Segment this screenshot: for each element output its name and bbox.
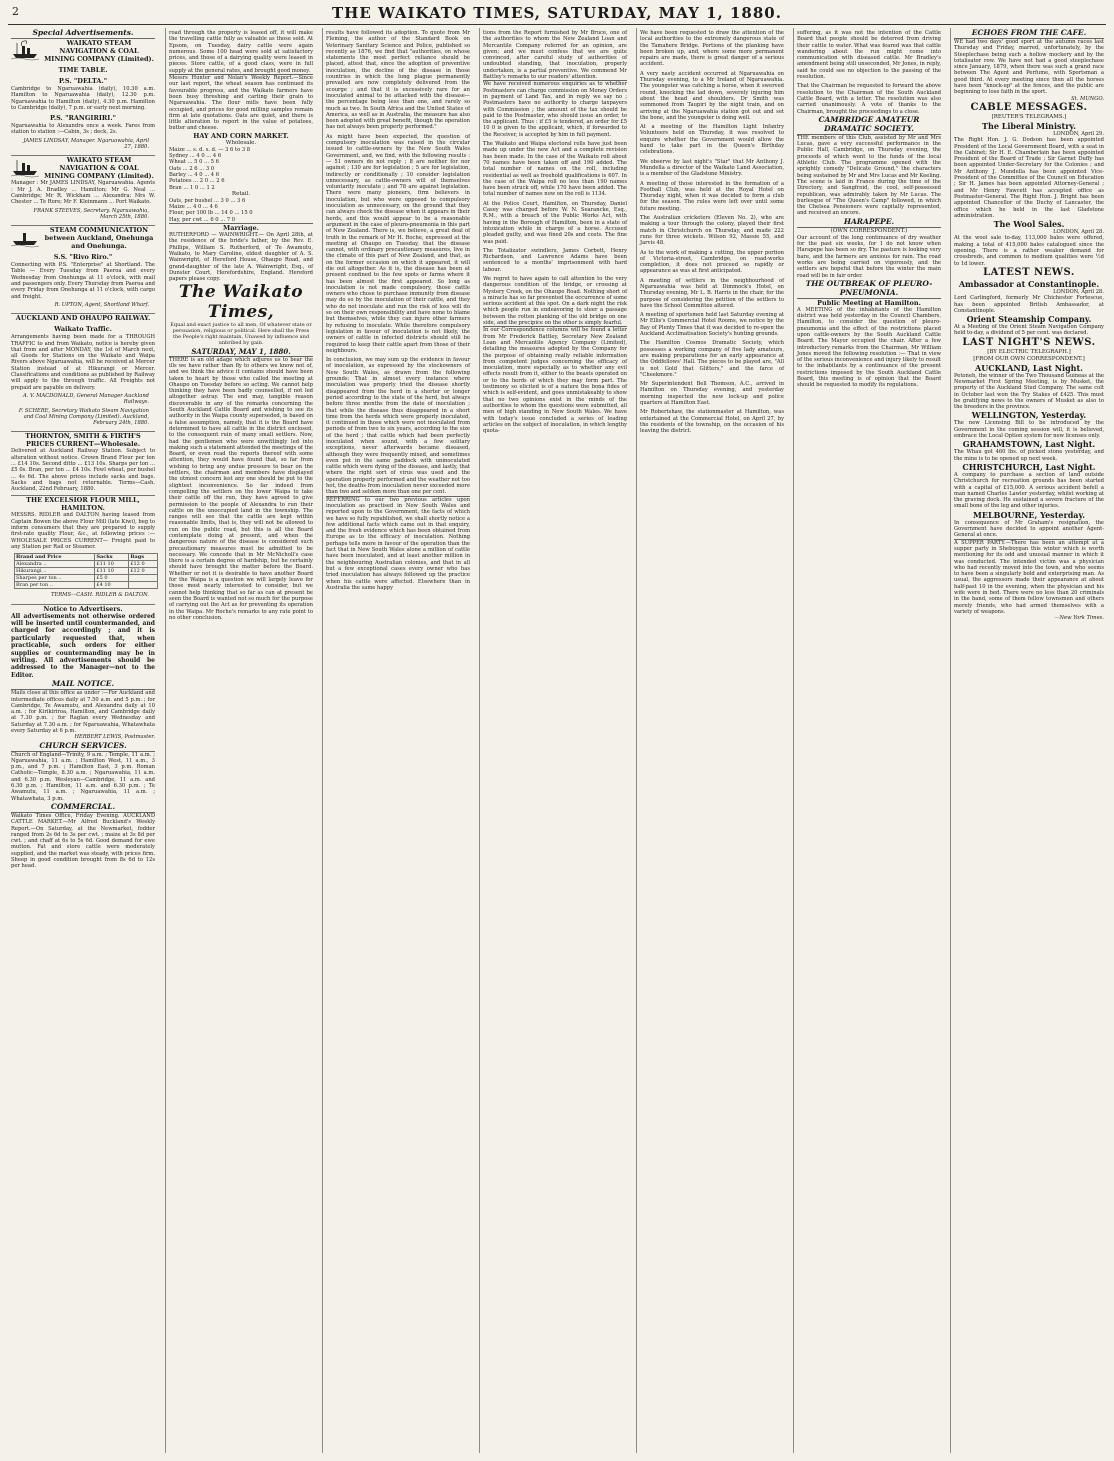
thornton-text: Delivered at Auckland Railway Station. Subject to alteration without notice. Crown Brand Flour per ton ... £14 10s. Second ditto ... £13 10s. Sharps per ton ... £5 0s. Bran, per ton ... £4 10s. Fowl wheat, per bushel ... 4s 6d. The above prices include sacks and bags. Sacks and bags not returnable. Terms—Cash. Auckland, 22nd February, 1880. (11, 448, 155, 493)
secretary-signature: FRANK STEEVES, Secretary. Ngaruawahia, March 25th, 1880. (33, 207, 149, 220)
rangiriri-text: Ngaruawahia to Alexandra once a week. Fares from station to station :—Cabin, 3s ; deck, 2s. (11, 123, 155, 136)
table-header: Bags (129, 554, 158, 561)
table-row (15, 582, 158, 589)
waikato-steam-ad (11, 39, 155, 156)
retail-row: Maize ... 4 0 ... 4 6 (169, 204, 218, 211)
rivo-text: Connecting with P.S. "Enterprise" at Shortland. The Table — Every Tuesday from Paeroa and every Wednesday from Onehunga at 11 o'clock, with mail and passengers only. Every Thursday from Paeroa and every Friday from Onehunga at 11 o'clock, with cargo and freight. (11, 262, 155, 300)
auckland-text: Petoneh, the winner of the Two Thousand Guineas at the Newmarket First Spring Meeting, is by Musket, the property of the Auckland Stud Company. The same colt in October last won the Try Stakes of £425. This must be gratifying news to the owners of Musket as also to the breeders in the province. (954, 372, 1104, 411)
column-6 (793, 28, 944, 1453)
hay-row: Potatoes ... 2 0 ... 2 6 (169, 178, 225, 185)
leader-article: THERE is an old adage which adjures us to bear the ills we have rather than fly to others we know not of, and we think the advice it contains should have been taken to heart by those who called the meeting at Ohaupo on Tuesday before so acting. We cannot help thinking they have been badly counselled, if not led altogether astray. The end may, tangible reason discoverable in any of the remarks concerning the South Auckland Cattle Board and wishing to see its authority in the Waipa county superseded, is based on a false assumption, namely, that it is the Board have determined to have all cattle in the district enclosed, to the consequent ruin of many small settlers. Now, had the gentlemen who were unwittingly led into making such a statement attended the meetings of the Board, or even read the reports thereof with some attention, they would have found that, so far from wishing to bring any undue pressure to bear on the settlers, the chairman and members have displayed the utmost concern lest any one should be put to the slightest inconvenience. So far indeed from compelling the settlers on the lower Waipa to take their cattle off the run, they have agreed to give permission to the people of Alexandra to run their cattle on the unoccupied land in the township. The ranges will see that the cattle are kept within reasonable limits, that is, they will not be allowed to run on the public road, but this is all the Board contemplate doing at present, and when the dangerous nature of the disease is considered such precautionary measures must be admitted to be necessary. We concede that in Mr McNicholl's case there is a certain degree of hardship, but he certainly should have brought the matter before the Board. Whether or not it is desirable to have another Board for the Waipa is a question we will largely leave for those most nearly interested to consider, but we cannot help thinking that so far as can at present be seen the Board is wanted not so much for the purpose of carrying out the Act as for preventing its operation in the Waipa. Mr Roche's remarks to any rate point to no other conclusion. (169, 356, 313, 621)
excelsior-ad (11, 496, 155, 604)
table-cell: £5 0 (95, 575, 129, 582)
retail-row: Flour, per 100 lb ... 14 0 ... 15 0 (169, 210, 253, 217)
melbourne-heading: MELBOURNE, Yesterday. (973, 509, 1085, 520)
table-row (15, 575, 158, 582)
news-item: In our Correspondence columns will be found a letter from Mr Frederick Battley, Secretary New Zealand Loan and Mercantile Agency Company (Limited), detailing the measures adopted by the Company for the purpose of obtaining really reliable information from competent judges concerning the efficacy of inoculation, more especially as to whether any evil effects result from it, either to the beasts operated on or to the herds of which they may form part. The testimony so elicited is of a nature the bona fides of which is self-evident, and goes unmistakeably to show that no two opinions exist in the minds of the authorities to whom the questions were submitted, all men of high standing in New South Wales. We have with today's issue concluded a series of leading articles on the subject of inoculation, in which lengthy quota- (483, 327, 627, 435)
news-item: The Totalizator swindlers, James Corbett, Henry Richardson, and Lawrence Adams have been sentenced to a months' imprisonment with hard labour. (483, 247, 627, 273)
rivo-heading: S.S. "Rivo Riro." (53, 253, 113, 262)
newspaper-title: THE WAIKATO TIMES, SATURDAY, MAY 1, 1880. (332, 4, 782, 22)
hay-row: Oats ... 2 6 ... 3 0 (169, 165, 215, 172)
commercial-text: Waikato Times Office, Friday Evening. AUCKLAND CATTLE MARKET.—Mr Alfred Buckland's Weekly Report.—On Saturday, at the Newmarket, fodder ranged from 2s 6d to 3s per cwt. ; maize at 3s 8d per cwt. ; and chaff at 6s to 5s 6d. Good demand for ewe mutton. Fat and store cattle were moderately supplied, and the market was steady, with prices firm. Sheep in good condition brought from 8s 6d to 12s per head. (11, 812, 155, 870)
retail-row: Oats, per bushel ... 3 0 ... 3 6 (169, 197, 246, 204)
dateline: LONDON, April 28. (1053, 229, 1104, 236)
thornton-ad (11, 432, 155, 496)
news-item: Mr Robertshaw, the stationmaster at Hamilton, was entertained at the Commercial Hotel, on April 27, by the residents of the township, on the occasion of his leaving the district. (640, 409, 784, 435)
news-item: We regret to have again to call attention to the very dangerous condition of the bridge, or crossing at Mystery Creek, on the Ohaupo Road. Nothing short of a miracle has so far prevented the occurrence of some serious accident at this spot. On a dark night the risk which people run in endeavoring to steer a passage between the rotten planking of the old bridge on one side, and the precipice on the other is simply fearful. (483, 275, 627, 327)
wellington-text: The new Licensing Bill to be introduced by the Government in the coming session will, it is believed, embrace the Local Option system for new licenses only. (954, 420, 1104, 440)
column-7 (950, 28, 1107, 1453)
table-cell (129, 582, 158, 589)
steamship-icon (11, 226, 39, 248)
table-row (15, 568, 158, 575)
hay-row: Barley ... 4 0 ... 4 6 (169, 171, 220, 178)
telegraph-subheading: [BY ELECTRIC TELEGRAPH.] (987, 348, 1071, 355)
news-item: We have received numerous enquiries as to whether Postmasters can charge commission on Money Orders in payment of Land Tax, and in reply we say no ; Postmasters have no authority to charge taxpayers with Commission ; the amount of the tax should be paid to the Postmaster, who should issue an order, to the applicant. Thus : if £5 is tendered, an order for £5 10 0 is given to the applicant, which, if forwarded to the Receiver, is accepted by him in full payment. (483, 81, 627, 138)
grahamstown-text: The Whau got 460 lbs. of picked stone yesterday, and the mine is to be opened up next week. (954, 449, 1104, 462)
christchurch-text: A company to purchase a section of land outside Christchurch for recreation grounds has been started with a capital of £15,000. A serious accident befell a man named Charles Lawler yesterday, whilst working at the graving dock. He sustained a severe fracture of the small bone of the leg and other injuries. (954, 471, 1104, 510)
table-cell: £11 10 (95, 568, 129, 575)
harapepe-subheading: (OWN CORRESPONDENT.) (830, 227, 908, 234)
christchurch-heading: CHRISTCHURCH, Last Night. (962, 461, 1096, 472)
column-3 (322, 28, 473, 1453)
wellington-heading: WELLINGTON, Yesterday. (971, 410, 1087, 421)
liberal-text: The Right Hon. J. G. Dodson has been appointed President of the Local Government Board, with a seat in the Cabinet; Sir H. E. Chamberlain has been appointed President of the Board of Trade ; Sir Garnet Duffy has been appointed Under-Secretary for the Colonies ; and Mr Anthony J. Mundella has been appointed Vice-President of the Committee of the Council on Education ; Sir H. James has been appointed Attorney-General ; and Mr Henry Fawcett has accepted office as Postmaster-General. The Right Hon. J. Bright has been appointed Chancellor of the Duchy of Lancaster, the office which he held in the last Gladstone administration. (954, 137, 1104, 219)
grahamstown-heading: GRAHAMSTOWN, Last Night. (962, 439, 1096, 450)
hay-market-heading: HAY AND CORN MARKET. (193, 131, 289, 140)
mail-notice-heading: MAIL NOTICE. (11, 679, 155, 690)
page-number: 2 (12, 5, 19, 18)
orient-heading: Orient Steamship Company. (966, 314, 1092, 325)
news-item: We have been requested to draw the attention of the local authorities to the extremely dangerous state of the Tamahere Bridge. Portions of the planking have been broken up, and, where some more permanent repairs are made, there is great danger of a serious accident. (640, 30, 784, 68)
retail-subheading: Retail. (231, 190, 251, 197)
table-cell (129, 575, 158, 582)
news-item: A meeting of sportsmen held last Saturday evening at Mr Ellis's Commercial Hotel Rooms, we notice by the Bay of Plenty Times that it was decided to re-open the Auckland Acclimatisation Society's hunting grounds. (640, 312, 784, 338)
thornton-heading: THORNTON, SMITH & FIRTH'S PRICES CURRENT—Wholesale. (25, 432, 141, 449)
hay-row: Wheat ... 5 0 ... 5 6 (169, 159, 219, 166)
cable-heading: CABLE MESSAGES. (970, 101, 1088, 113)
agents-list: Manager : Mr JAMES LINDSAY, Ngaruawahia. Agents : Mr J. A. Bradley ... Hamilton; Mr G. Neal ... Cambridge; Mr R. Wickham ... Alexandra; Mrs W. Chester ... Te Rore; Mr F. Kleinmann ... Port Waikato. (11, 180, 155, 206)
excelsior-heading: THE EXCELSIOR FLOUR MILL, HAMILTON. (26, 496, 140, 513)
railway-ad (11, 314, 155, 432)
excelsior-text: MESSRS. RIDLER and DALTON having leased from Captain Bowen the above Flour Mill (late Kiwi), beg to inform consumers that they are prepared to supply first-rate quality Flour, &c., at following prices :— WHOLESALE PRICES CURRENT— Freight paid to any Station per Rail or Steamer. (11, 512, 155, 550)
news-item: The Australian cricketers (Eleven No. 2), who are making a tour through the colony, played their first match in Christchurch on Thursday, and made 222 runs for three wickets. Wilson 92, Massie 55, and Jarvis 48. (640, 215, 784, 247)
commercial-heading: COMMERCIAL. (11, 802, 155, 813)
news-item: At the Police Court, Hamilton, on Thursday, Daniel Casey was charged before W. N. Searancke, Esq., R.M., with a breach of the Public Works Act, with having in the Borough of Hamilton, been in a state of intoxication while in charge of a horse. Accused pleaded guilty, and was fined 20s and costs. The fine was paid. (483, 200, 627, 245)
delta-heading: P.S. "DELTA." (58, 77, 108, 85)
railway-text: Arrangements having been made for a THROUGH TRAFFIC to and from Waikato, notice is hereby given that from and after MONDAY, the 1st of March next, all Goods for Stations on the Waikato and Waipa Rivers above Ngaruawahia, will be received at Mercer Station instead of at Hikurangi or Mercer. Classifications and conditions as published by Railway will apply to the through traffic. All Freights not prepaid are payable on delivery. (11, 334, 155, 391)
hay-row: Sydney ... 4 0 ... 4 6 (169, 153, 222, 160)
table-cell: Bran per ton .. (15, 582, 95, 589)
column-4 (479, 28, 630, 1453)
table-row (15, 561, 158, 568)
church-services-text: Church of England—Trinity, 9 a.m. ; Temple, 11 a.m. ; Ngaruawahia, 11 a.m. ; Hamilton West, 11 a.m., 3 p.m., and 7 p.m. ; Hamilton East, 3 p.m. Roman Catholic—Temple, 8.30 a.m. ; Ngaruawahia, 11 a.m. and 6.30 p.m. Wesleyan—Cambridge, 11 a.m. and 6.30 p.m. ; Hamilton, 11 a.m. and 6.30 p.m. ; Te Awamutu, 11 a.m. ; Ngaruawahia, 11 a.m. ; Whatawhata, 3 p.m. (11, 751, 155, 802)
table-cell: £4 10 (95, 582, 129, 589)
church-services-heading: CHURCH SERVICES. (11, 741, 155, 752)
news-item: We observe by last night's "Star" that Mr Anthony J. Mundella a director of the Waikato Land Association, is a member of the Gladstone Ministry. (640, 158, 784, 178)
echoes-text: WE had two days' good sport at the autumn races last Thursday and Friday, marred, unfortunately, by the Steeplechase being such a hollow mockery and by the totalisator row. We have not had a good steeplechase since January, 1879, when there was such a grand race between The Agent and Perfume, with Sportsman a good third. At every meeting since then all the horses have been "knock-up" at the fences, and the public are beginning to lose faith in the sport. (954, 39, 1104, 96)
cambridge-text: THE members of this Club, assisted by Mr and Mrs Lucas, gave a very successful performance in the Public Hall, Cambridge, on Thursday evening, the proceeds of which went to the funds of the local Athletic Club. The programme opened with the sprightly comedy "Delicate Ground," the characters being sustained by Mr and Mrs Lucas and Mr Keeling. The scene is laid in France during the time of the Directory, and Sangfroid, the cool, self-possessed republican, was admirably taken by Mr Lucas. The burlesque of "The Queen's Camp" followed, in which the Chelsea Pensioners were capitally represented, and received an encore. (797, 134, 941, 217)
article-text: REFERRING to our two previous articles upon inoculation as practised in New South Wales and reported upon to the Government, the facts of which we have so fully republished, we shall shortly notice a few additional facts which came out in that enquiry, and the fresh evidence which has been obtained from Europe as to the efficacy of inoculation. Nothing perhaps tells more in favour of the operation than the fact that in New South Wales alone a million of cattle have been inoculated, and at least another million in the neighbouring Australian colonies, and that in all but a few exceptional cases every owner who has tried inoculation has always followed up the practice when his cattle were affected. Elsewhere than in Australia the same happy (326, 496, 470, 591)
railway-subheading: Waikato Traffic. (54, 325, 112, 334)
wool-heading: The Wool Sales. (993, 219, 1065, 230)
table-cell: Sharpes per ton .. (15, 575, 95, 582)
notice-heading: Notice to Advertisers. (43, 604, 123, 613)
column-1 (8, 28, 158, 1453)
last-nights-news-heading: LAST NIGHT'S NEWS. (962, 336, 1096, 348)
correspondent-subheading: [FROM OUR OWN CORRESPONDENT.] (973, 355, 1085, 362)
editorial-date: SATURDAY, MAY 1, 1880. (191, 347, 291, 357)
column-5 (636, 28, 787, 1453)
manager-signature: A. V. MACDONALD, General Manager Auckland Railways. (22, 392, 149, 406)
company-name: WAIKATO STEAM NAVIGATION & COAL MINING COMPANY (Limited). (44, 156, 154, 181)
company-name: WAIKATO STEAM NAVIGATION & COAL MINING COMPANY (Limited). (44, 39, 154, 63)
waikato-steam-ad-2 (11, 156, 155, 226)
steamship-icon (11, 39, 39, 61)
paper-motto: Equal and exact justice to all men, Of whatever state or persuasion, religious or political. Here shall the Press the People's right maintain, Unawed by influence and unbribed by gain. (170, 322, 312, 347)
steam-communication-heading: STEAM COMMUNICATION between Auckland, Onehunga and Onehunga. (44, 226, 154, 251)
cambridge-heading: CAMBRIDGE AMATEUR DRAMATIC SOCIETY. (797, 115, 941, 135)
table-cell: £12 0 (129, 561, 158, 568)
rangiriri-heading: P.S. "RANGIRIRI." (50, 114, 116, 123)
table-cell: £11 10 (95, 561, 129, 568)
dateline: LONDON, April 28. (1053, 288, 1104, 295)
news-item: Mr Superintendent Bell Thomson, A.C., arrived in Hamilton on Thursday evening, and yesterday morning inspected the new lock-up and police quarters at Hamilton East. (640, 381, 784, 407)
supper-party-text: A SUPPER PARTY.—There has been an attempt at a supper party in Sheboygan this winter which is worth mentioning for its odd and unusual manner in which it was conducted. The intended victim was a physician who had recently moved into the town, and who seems to have been a singularly bold and enterprising man. As usual, the aggressors made their appearance at about half-past 10 in the evening, when the physician and his wife were in bed. There were no less than 20 criminals in the band, some of them fellow townsmen and others merely friends, who had armed themselves with a variety of weapons. (954, 539, 1104, 615)
melbourne-text: In consequence of Mr Graham's resignation, the Government have decided to appoint another Agent-General at once. (954, 519, 1104, 539)
pleuro-subheading: Public Meeting at Hamilton. (817, 298, 921, 307)
hay-row: Maize ... s. d. s. d. — 3 6 to 3 8 (169, 146, 251, 153)
latest-news-heading: LATEST NEWS. (983, 266, 1075, 278)
market-intro: road through the property is leased off, it will make the travelling cattle fully as valuable as those sold. At Epsom, on Tuesday, dairy cattle were again numerous. Some 100 head were sold at satisfactory prices, and those of a dairying quality were leased in pieces. Store cattle, of a good class, were in full supply at the general rates, and brought good money. (169, 30, 313, 74)
orient-text: At a Meeting of the Orient Steam Navigation Company held to-day, a dividend of 5 per cent. was declared. (954, 324, 1104, 337)
steamship-icon (11, 156, 39, 178)
running-header (8, 4, 1106, 25)
agent-signature: R. UPTON, Agent, Shortland Wharf. (54, 301, 149, 308)
time-table-heading: TIME TABLE. (58, 66, 108, 74)
steam-communication-ad (11, 226, 155, 314)
pleuro-heading: THE OUTBREAK OF PLEURO-PNEUMONIA. (797, 279, 941, 299)
editorial-masthead (169, 282, 313, 355)
echoes-heading: ECHOES FROM THE CAFE. (954, 28, 1104, 39)
secretary-signature: F. SCHERE, Secretary Waikato Steam Navigation and Coal Mining Company (Limited). Auckland, February 24th, 1880. (18, 407, 149, 427)
source-signature: —New York Times. (1054, 615, 1104, 622)
article-text: results have followed its adoption. To quote from Mr Fleming, the author of the Standard Book on Veterinary Sanitary Science and Police, published so recently as 1876, we find that "authorities, on whose statements the most perfect reliance should be placed, attest that, since the adoption of preventive inoculation, the decline of the disease in those countries in which the lung plague permanently prevailed are now completely delivered from the scourge ; and that it is excessively rare for an inoculated animal to be attacked with the disease—the percentage being less than one, and rarely so much as two. In South Africa and the United States of America, as well as in Australia, the measure has also been adopted with great benefit, though the operation has not always been properly performed." (326, 30, 470, 131)
hay-market-subheading: Wholesale. (225, 139, 257, 146)
news-item: suffering, as it was not the intention of the Cattle Board that people should be deterred from driving their cattle to water. What was feared was that cattle wandering about the run might come into communication with diseased cattle. Mr Bradley's amendment being still unseconded, Mr Jones, in reply, said he could see no objection to the passing of the resolution. (797, 30, 941, 81)
table-cell: £12 0 (129, 568, 158, 575)
harapepe-heading: HARAPEPE. (797, 217, 941, 228)
ridler-signature: TERMS—CASH. RIDLER & DALTON. (51, 592, 149, 599)
news-item: The Hamilton Cosmos Dramatic Society, which possesses a working company of five lady amateurs, are making preparations for an early appearance at the Oddfellows' Hall. The pieces to be played are, "All is not Gold that Glitters," and the farce of "Cheekmore." (640, 340, 784, 378)
liberal-heading: The Liberal Ministry. (982, 120, 1076, 131)
hay-row: Bran ... 1 0 ... 1 2 (169, 184, 215, 191)
postmaster-signature: HERBERT LEWIS, Postmaster. (74, 734, 155, 741)
cable-subheading: [REUTER'S TELEGRAMS.] (991, 113, 1067, 120)
news-item: As to the work of making a cutting, the upper portion of Victoria-street, Cambridge, on road-works completion, it does not proceed so rapidly or appearance as was at first anticipated. (640, 249, 784, 275)
wool-text: At the wool sale to-day, 113,000 bales were offered, making a total of 415,000 bales catalogued since the opening. There is a rather weaker demand for crossbreds, and common to medium qualities were ½d to 1d lower. (954, 235, 1104, 267)
harapepe-text: Our account of the long continuance of dry weather for the past six weeks, for I do not know when Harapepe has been so dry. The pasture is looking very bare, and the farmers are anxious for rain. The road works are being carried on vigorously, and the settlers are hopeful that before the winter the main road will be in fair order. (797, 234, 941, 279)
market-report: Messrs Hunter and Nolan's Weekly Report.—Since our last report, the wheat season has continued its favourable progress, and the Waikato farmers have been busy threshing and carting their grain to Ngaruawahia. The flour mills have been fully occupied, and prices for good milling samples remain firm at late quotations. Oats are quiet, and there is little alteration to report in the value of potatoes, butter and cheese. (169, 75, 313, 132)
paper-name: The Waikato Times, (178, 282, 304, 323)
ambassador-text: Lord Carlingford, formerly Mr Chichester Fortescue, has been appointed British Ambassador, at Constantinople. (954, 295, 1104, 314)
table-header: Brand and Price (15, 554, 95, 561)
marriage-text: RUTHERFORD — WAINWRIGHT.— On April 28th, at the residence of the bride's father, by the Rev. E. Phillips, William S. Rutherford, of Te Awamutu, Waikato, to Mary Caroline, eldest daughter of A. S. Wainwright, of Hereford House, Ohaupo Road, and grand-daughter of the late A. Wainwright, Esq., of Dunster Court, Herefordshire, England. Hereford papers please copy. (169, 232, 313, 283)
echoes-signature: St. MUNGO. (1071, 95, 1104, 102)
news-item: A very nasty accident occurred at Ngaruawahia on Thursday evening, to a Mr Ireland of Ngaruawahia. The youngster was catching a horse, when it swerved round, knocking the lad down, severely injuring him about the head and shoulders. Dr Smith was summoned from Taupiri by the night train, and on arriving at the Ngaruawahia station got out and set the bone, and the youngster is doing well. (640, 70, 784, 121)
news-item: The Waikato and Waipa electoral rolls have just been made up under the new Act and a complete revision has been made. In the case of the Waikato roll about 70 names have been taken off and 190 added. The total number of names on the roll, including residential as well as freehold qualifications is 607. In the case of the Waipa roll no less than 190 names have been struck off, while 170 have been added. The total number of names now on the roll is 1134. (483, 141, 627, 198)
railway-heading: AUCKLAND AND OHAUPO RAILWAY. (15, 314, 151, 323)
notice-text: All advertisements not otherwise ordered will be inserted until countermanded, and charged for accordingly ; and it is particularly requested that, when practicable, such orders for either supplies or countermanding may be in writing. All advertisements should be addressed to the Manager—not to the Editor. (11, 612, 155, 679)
table-cell: Hikurangi .. (15, 568, 95, 575)
news-item: A meeting of those interested in the formation of a Football Club, was held at the Royal Hotel on Thursday night, when it was decided to form a club for the season. The rules were left over until some future meeting. (640, 180, 784, 212)
flour-price-table (14, 553, 158, 589)
retail-row: Hay, per cwt ... 6 0 ... 7 0 (169, 216, 236, 223)
special-ads-heading: Special Advertisements. (11, 28, 155, 39)
dateline: LONDON, April 29. (1053, 130, 1104, 137)
article-text: As might have been expected, the question of compulsory inoculation was raised in the circular issued to cattle-owners by the New South Wales Government, and, we find, with the following results :— 51 owners do not reply ; 8 are neither for nor against ; 130 are for legislation ; 5 are for legislation, indirectly or conditionally ; 10 consider legislation unnecessary, as cattle-owners will of themselves voluntarily inoculate ; and 78 are against legislation. There were many pioneers, firm believers in inoculation, but who were opposed to compulsory inoculation as unnecessary, on the ground that they can always check the disease when it appears in their herds, and this would appear to be a reasonable argument in the case of pleuro-pneumonia in this part of New Zealand. There is, we believe, a great deal of truth in the remark of Mr H. Roche, expressed at the meeting at Ohaupo on Tuesday, that the disease cannot, with ordinary precautionary measures, live in the climate of this part of New Zealand, and that, as on the former occasion on which it appeared, it will die out altogether. As it is, the disease has been at present confined to the few spots or farms where it has been almost the first appeared. So long as inoculation is not made compulsory, those cattle owners who chose to purchase immunity from disease may do so by the inoculation of their cattle, and they who do not inoculate and run the risk of loss will do so on their own responsibility and have none to blame but themselves, while they can injure other farmers by refusing to inoculate. While therefore compulsory legislation in favour of inoculation is not likely, the owners of cattle in infected districts should still be required to keep their cattle apart from those of their neighbours. (326, 133, 470, 354)
auckland-heading: AUCKLAND, Last Night. (975, 362, 1083, 373)
mail-notice-text: Mails close at this office as under :—For Auckland and intermediate offices daily at 7.50 a.m. and 5 p.m. ; for Cambridge, Te Awamutu, and Alexandra daily at 10 a.m. ; for Kirikiriroa, Hamilton, and Cambridge daily at 7.30 p.m. ; for Raglan every Wednesday and Saturday at 7.30 a.m. ; for Ngaruawahia, Whatawhata every Saturday at 6 p.m. (11, 690, 155, 734)
table-header: Sacks (95, 554, 129, 561)
ambassador-heading: Ambassador at Constantinople. (958, 278, 1100, 289)
article-text: In conclusion, we may sum up the evidence in favour of inoculation, as expressed by the stockowners of New South Wales, as drawn from the following grounds: That in almost every instance where inoculation was properly tried the disease shortly disappeared from the herd in a shorter or longer period according to the state of the herd, but always before three months from the date of inoculation ; that while the disease thus disappeared in a short time from the herds which were properly inoculated, it continued in those which were not inoculated from periods of from two to six years, according to the size of the herd ; that cattle which had been perfectly inoculated when sound, with a few solitary exceptions, never afterwards became diseased, although they were frequently mixed, and sometimes even put in the same paddock with uninoculated cattle which were dying of the disease, and lastly, that where the right sort of virus was used and the operation properly performed and the weather not too hot, the deaths from inoculation never exceeded more than two and seldom more than one per cent. (326, 357, 470, 496)
delta-text: Cambridge to Ngaruawahia (daily), 10.30 a.m. Hamilton to Ngaruawahia (daily), 12.30 p.m. Ngaruawahia to Hamilton (daily), 4.30 p.m. Hamilton to Cambridge (daily), 7 p.m. or early next morning. (11, 86, 155, 111)
news-item: At a meeting of the Hamilton Light Infantry Volunteers held on Thursday, it was resolved to enquire whether the Government would allow the band to take part in the Queen's Birthday celebrations. (640, 124, 784, 156)
marriage-heading: Marriage. (223, 224, 259, 233)
columns (8, 28, 1106, 1453)
pleuro-text: A MEETING of the inhabitants of the Hamilton district was held yesterday in the Council Chambers, Hamilton, to consider the question of pleuro-pneumonia and the effect of the restrictions placed upon cattle-owners by the South Auckland Cattle Board. The Mayor occupied the chair. After a few introductory remarks from the Chairman, Mr William Jones moved the following resolution :— That in view of the serious inconvenience and injury likely to result to the inhabitants by a continuance of the present restrictions imposed by the South Auckland Cattle Board, this meeting is of opinion that the Board should be requested to modify its regulations. (797, 306, 941, 389)
column-2 (165, 28, 316, 1453)
table-cell: Alexandra .. (15, 561, 95, 568)
news-item: That the Chairman be requested to forward the above resolution to the Chairman of the South Auckland Cattle Board, with a letter. The resolution was also carried unanimously. A vote of thanks to the Chairman, brought the proceedings to a close. (797, 83, 941, 115)
manager-signature: JAMES LINDSAY, Manager. Ngaruawahia, April 27, 1880. (23, 137, 149, 151)
article-text: tions from the Report furnished by Mr Bruce, one of the authorities to whom the New Zealand Loan and Mercantile Company referred for an opinion, are given; and we must confess that we are quite convinced, after careful study of authorities of undoubted standing, that inoculation, properly undertaken, is a partial preventive. We commend Mr Battley's remarks to our readers' attention. (483, 30, 627, 81)
news-item: A meeting of settlers in the neighbourhood of Ngaruawahia was held at Dimmock's Hotel, on Thursday evening, Mr L. B. Harris in the chair, for the purpose of considering the petition of the settlers to have the School Committee altered. (640, 277, 784, 309)
